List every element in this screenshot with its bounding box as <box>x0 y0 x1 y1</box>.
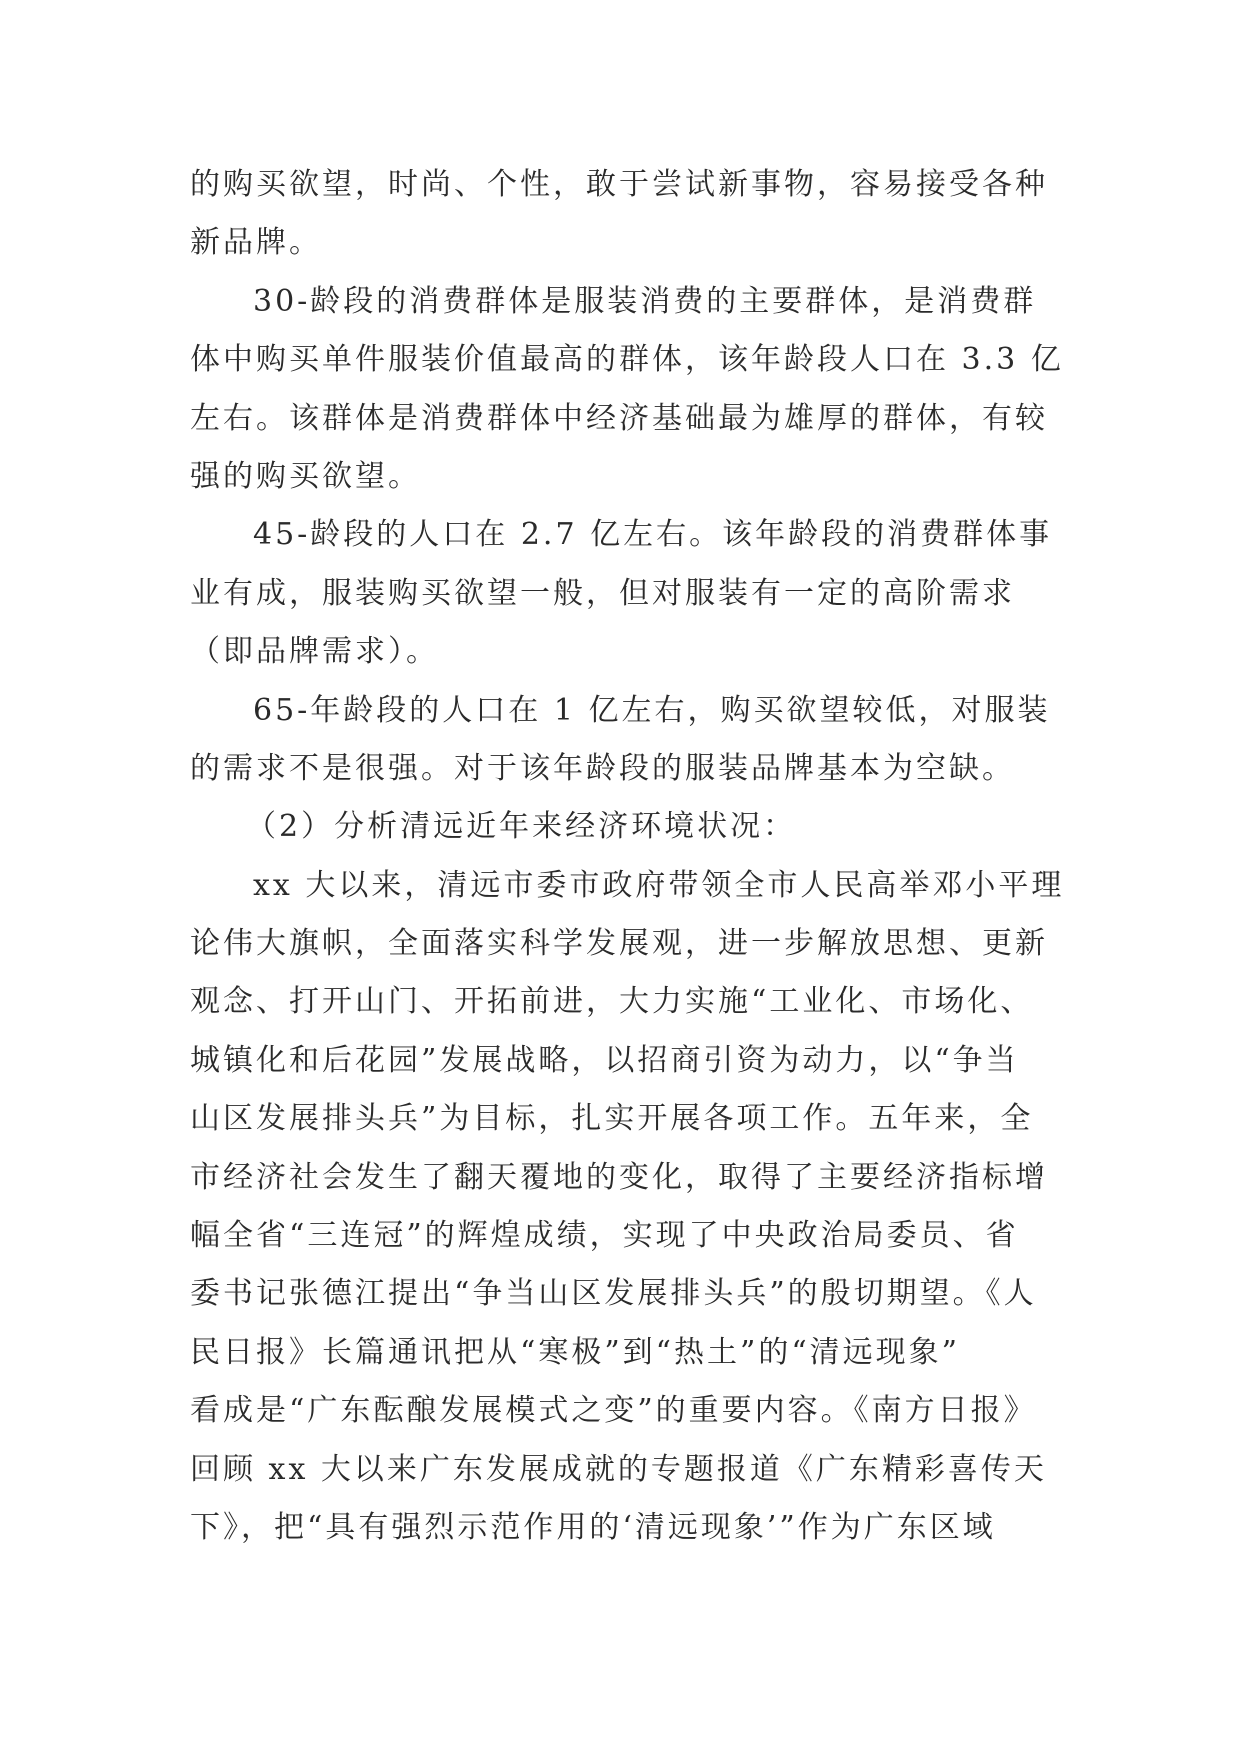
text-line: 的需求不是很强。对于该年龄段的服装品牌基本为空缺。 <box>190 750 1015 786</box>
text-line: 体中购买单件服装价值最高的群体，该年龄段人口在 3.3 亿 <box>190 342 1064 378</box>
text-line: 市经济社会发生了翻天覆地的变化，取得了主要经济指标增 <box>190 1159 1048 1195</box>
text-line: 回顾 xx 大以来广东发展成就的专题报道《广东精彩喜传天 <box>190 1451 1047 1487</box>
body-text <box>190 156 1065 1557</box>
text-line: 看成是“广东酝酿发展模式之变”的重要内容。《南方日报》 <box>190 1393 1037 1429</box>
text-line: xx 大以来，清远市委市政府带领全市人民高举邓小平理 <box>253 867 1065 903</box>
text-line: 委书记张德江提出“争当山区发展排头兵”的殷切期望。《人 <box>190 1276 1037 1312</box>
text-line: （即品牌需求）。 <box>190 634 439 670</box>
text-line: 45-龄段的人口在 2.7 亿左右。该年龄段的消费群体事 <box>253 517 1053 553</box>
text-line: 山区发展排头兵”为目标，扎实开展各项工作。五年来，全 <box>190 1101 1034 1137</box>
text-line: 的购买欲望，时尚、个性，敢于尝试新事物，容易接受各种 <box>190 167 1048 202</box>
text-line: 幅全省“三连冠”的辉煌成绩，实现了中央政治局委员、省 <box>190 1218 1019 1254</box>
text-line: 民日报》长篇通讯把从“寒极”到“热土”的“清远现象” <box>190 1334 961 1370</box>
text-line: 30-龄段的消费群体是服装消费的主要群体，是消费群 <box>253 283 1037 319</box>
text-line: 业有成，服装购买欲望一般，但对服装有一定的高阶需求 <box>190 575 1015 611</box>
text-line: 左右。该群体是消费群体中经济基础最为雄厚的群体，有较 <box>190 400 1048 436</box>
text-line: 观念、打开山门、开拓前进，大力实施“工业化、市场化、 <box>190 984 1034 1020</box>
text-line: 下》，把“具有强烈示范作用的‘清远现象’”作为广东区域 <box>190 1509 996 1545</box>
text-line: 强的购买欲望。 <box>190 458 421 494</box>
text-line: （2）分析清远近年来经济环境状况： <box>246 809 797 845</box>
text-line: 新品牌。 <box>190 225 322 261</box>
text-line: 65-年龄段的人口在 1 亿左右，购买欲望较低，对服装 <box>253 692 1051 728</box>
text-line: 论伟大旗帜，全面落实科学发展观，进一步解放思想、更新 <box>190 926 1048 962</box>
text-line: 城镇化和后花园”发展战略，以招商引资为动力，以“争当 <box>190 1042 1019 1078</box>
